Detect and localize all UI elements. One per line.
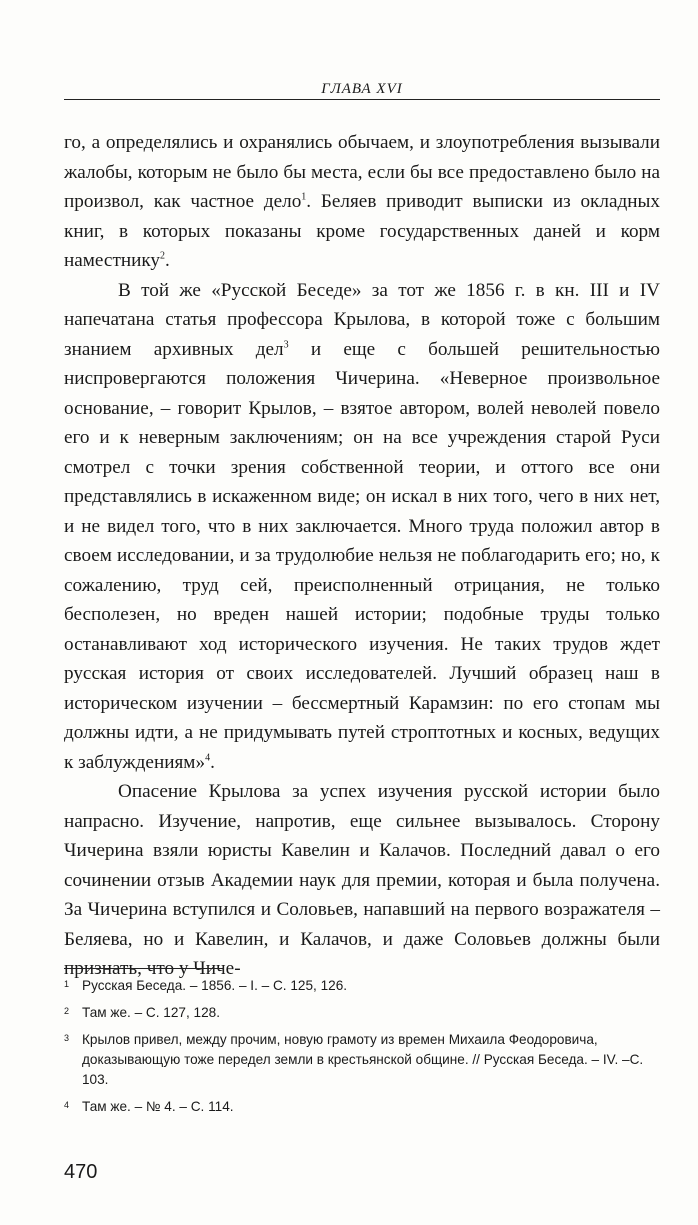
paragraph-2-text-a: В той же «Русской Беседе» за тот же 1856 г. в кн. III и IV напечатана статья профессора Крылова, в которой тоже с большим знанием архивных дел bbox=[64, 279, 660, 360]
page-number: 470 bbox=[64, 1161, 98, 1183]
footnote-ref-4: 4 bbox=[205, 752, 211, 764]
footnote-number: 3 bbox=[64, 1033, 70, 1043]
footnote-text: Там же. – № 4. – С. 114. bbox=[82, 1099, 234, 1114]
paragraph-1-text-a: го, а определялись и охранялись обычаем, и злоупотребления вызывали жалобы, которым не было бы места, если бы все предоставлено было на произвол, как частное дело bbox=[64, 132, 660, 212]
footnote-ref-2: 2 bbox=[160, 250, 166, 262]
footnote-4 bbox=[64, 1097, 660, 1117]
footnote-ref-3: 3 bbox=[283, 339, 289, 351]
running-head: ГЛАВА XVI bbox=[321, 81, 403, 97]
paragraph-2-text-c: . bbox=[210, 751, 215, 773]
footnote-rule bbox=[64, 968, 224, 969]
footnote-text: Крылов привел, между прочим, новую грамоту из времен Михаила Феодоровича, доказывающую тоже передел земли в крестьянской общине. // Русская Беседа. – IV. –С. 103. bbox=[82, 1032, 644, 1087]
footnote-text: Русская Беседа. – 1856. – I. – С. 125, 126. bbox=[82, 978, 348, 993]
body-text bbox=[64, 128, 660, 984]
footnote-number: 2 bbox=[64, 1006, 70, 1016]
paragraph-2 bbox=[64, 276, 660, 778]
paragraph-1 bbox=[64, 128, 660, 276]
paragraph-2-text-b: и еще с большей решительностью ниспровергаются положения Чичерина. «Неверное произвольное основание, – говорит Крылов, – взятое автором, волей неволей повело его и к неверным заключениям; он на все учреждения старой Руси смотрел с точки зрения собственной теории, и оттого все они представлялись в искаженном виде; он искал в них того, чего в них нет, и не видел того, что в них заключается. Много труда положил автор в своем исследовании, и за трудолюбие нельзя не поблагодарить его; но, к сожалению, труд сей, преисполненный отрицания, не только бесполезен, но вреден нашей истории; подобные труды только останавливают ход исторического изучения. Не таких трудов ждет русская история от своих исследователей. Лучший образец наш в историческом изучении – бессмертный Карамзин: по его стопам мы должны идти, а не придумывать путей строптотных и косных, ведущих к заблуждениям» bbox=[64, 338, 660, 773]
footnotes bbox=[64, 976, 660, 1124]
footnote-2 bbox=[64, 1003, 660, 1023]
header-rule bbox=[64, 99, 660, 100]
footnote-number: 1 bbox=[64, 979, 70, 989]
footnote-number: 4 bbox=[64, 1100, 70, 1110]
paragraph-1-text-c: . bbox=[165, 250, 170, 271]
footnote-3 bbox=[64, 1030, 660, 1090]
footnote-1 bbox=[64, 976, 660, 996]
paragraph-1-text-b: . Беляев приводит выписки из окладных книг, в которых показаны кроме государственных даней и корм наместнику bbox=[64, 191, 660, 271]
footnote-text: Там же. – С. 127, 128. bbox=[82, 1005, 220, 1020]
footnote-ref-1: 1 bbox=[301, 191, 307, 203]
paragraph-3: Опасение Крылова за успех изучения русской истории было напрасно. Изучение, напротив, еще сильнее вызывалось. Сторону Чичерина взяли юристы Кавелин и Калачов. Последний давал о его сочинении отзыв Академии наук для премии, которая и была получена. За Чичерина вступился и Соловьев, напавший на первого возражателя – Беляева, но и Кавелин, и Калачов, и даже Соловьев должны были признать, что у Чиче- bbox=[64, 781, 660, 979]
